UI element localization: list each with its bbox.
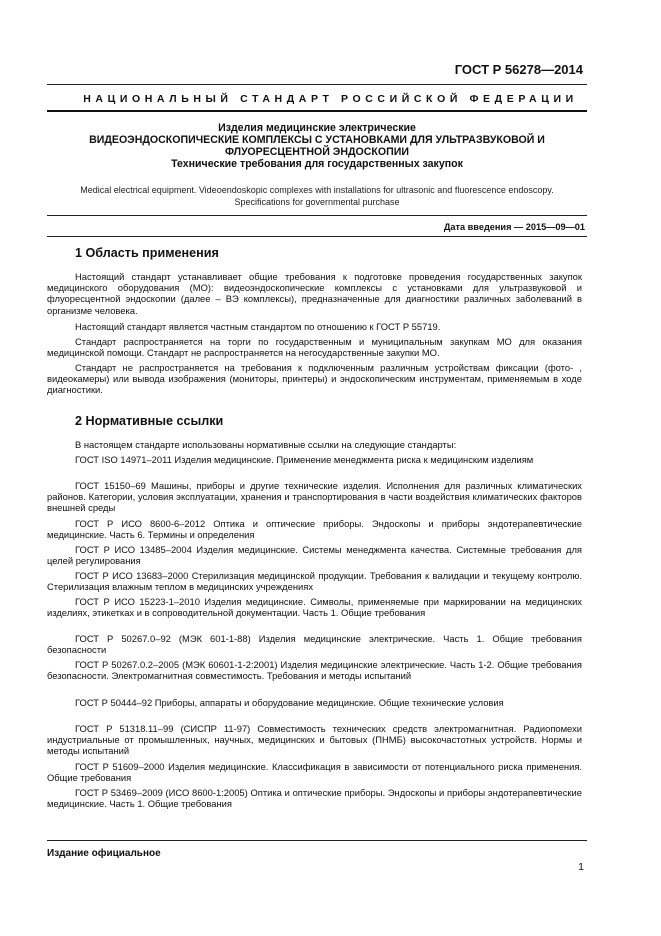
title-en-line-1: Medical electrical equipment. Videoendoskopic complexes with installations for ultrasonic and fluorescence endoscopy. (80, 185, 554, 195)
title-line-2: ВИДЕОЭНДОСКОПИЧЕСКИЕ КОМПЛЕКСЫ С УСТАНОВКАМИ ДЛЯ УЛЬТРАЗВУКОВОЙ И (89, 134, 545, 146)
section-1-heading: 1 Область применения (75, 246, 219, 260)
national-standard-banner: НАЦИОНАЛЬНЫЙ СТАНДАРТ РОССИЙСКОЙ ФЕДЕРАЦИИ (83, 93, 578, 105)
page-number: 1 (578, 861, 584, 873)
section-2-paragraph: В настоящем стандарте использованы нормативные ссылки на следующие стандарты: (75, 439, 457, 450)
section-2-paragraph: ГОСТ 15150–69 Машины, приборы и другие технические изделия. Исполнения для различных климатических районов. Категории, условия эксплуатации, хранения и транспортирования в части воздействия климатических факторов внешней среды (47, 480, 582, 514)
section-2-paragraph: ГОСТ Р ИСО 13485–2004 Изделия медицинские. Системы менеджмента качества. Системные требования для целей регулирования (47, 544, 582, 567)
title-english (47, 184, 587, 208)
title-en-line-2: Specifications for governmental purchase (234, 197, 400, 207)
date-divider-bottom (47, 236, 587, 237)
section-1-paragraph: Стандарт не распространяется на требования к подключенным различным устройствам фиксации (фото- , видеокамеры) или вывода изображения (мониторы, принтеры) и эндоскопическим инструментам, применяемым в ходе диагностики. (47, 362, 582, 396)
section-2-paragraph: ГОСТ Р 50267.0–92 (МЭК 601-1-88) Изделия медицинские электрические. Часть 1. Общие требования безопасности (47, 633, 582, 656)
official-edition-label: Издание официальное (47, 848, 161, 859)
date-divider-top (47, 215, 587, 216)
section-2-paragraph: ГОСТ Р 53469–2009 (ИСО 8600-1:2005) Оптика и оптические приборы. Эндоскопы и приборы эндотерапевтические медицинские. Часть 1. Общие требования (47, 787, 582, 810)
title-line-3: ФЛУОРЕСЦЕНТНОЙ ЭНДОСКОПИИ (225, 146, 409, 158)
section-2-paragraph: ГОСТ ISO 14971–2011 Изделия медицинские. Применение менеджмента риска к медицинским изделиям (75, 454, 534, 465)
section-2-paragraph: ГОСТ Р 50444–92 Приборы, аппараты и оборудование медицинские. Общие технические условия (75, 697, 504, 708)
section-2-heading: 2 Нормативные ссылки (75, 414, 224, 428)
section-2-paragraph: ГОСТ Р 51318.11–99 (СИСПР 11-97) Совместимость технических средств электромагнитная. Радиопомехи индустриальные от промышленных, научных, медицинских и бытовых (ПНМБ) высокочастотных устройств. Нормы и методы испытаний (47, 723, 582, 757)
title-line-1: Изделия медицинские электрические (218, 122, 416, 134)
header-divider-bottom (47, 110, 587, 112)
section-1-paragraph: Настоящий стандарт является частным стандартом по отношению к ГОСТ Р 55719. (75, 321, 441, 332)
section-2-paragraph: ГОСТ Р ИСО 8600-6–2012 Оптика и оптические приборы. Эндоскопы и приборы эндотерапевтические медицинские. Часть 6. Термины и определения (47, 518, 582, 541)
gost-number: ГОСТ Р 56278—2014 (454, 62, 583, 77)
section-1-paragraph: Настоящий стандарт устанавливает общие требования к подготовке проведения государственных закупок медицинского оборудования (МО): видеоэндоскопические комплексы с установками для ультразвуковой и флуоресцентной эндоскопии (далее – ВЭ комплексы), предназначенные для диагностики различных заболеваний в организме человека. (47, 271, 582, 316)
title-line-4: Технические требования для государственных закупок (171, 158, 463, 170)
footer-divider (47, 840, 587, 841)
header-divider-top (47, 84, 587, 85)
section-2-paragraph: ГОСТ Р 51609–2000 Изделия медицинские. Классификация в зависимости от потенциального риска применения. Общие требования (47, 761, 582, 784)
title-block (47, 122, 587, 170)
section-2-paragraph: ГОСТ Р ИСО 13683–2000 Стерилизация медицинской продукции. Требования к валидации и текущему контролю. Стерилизация влажным теплом в медицинских учреждениях (47, 570, 582, 593)
section-2-paragraph: ГОСТ Р ИСО 15223-1–2010 Изделия медицинские. Символы, применяемые при маркировании на медицинских изделиях, этикетках и в сопроводительной документации. Часть 1. Общие требования (47, 596, 582, 619)
section-2-paragraph: ГОСТ Р 50267.0.2–2005 (МЭК 60601-1-2:2001) Изделия медицинские электрические. Часть 1-2. Общие требования безопасности. Электромагнитная совместимость. Требования и методы испытаний (47, 659, 582, 682)
introduction-date: Дата введения — 2015—09—01 (443, 222, 585, 232)
section-1-paragraph: Стандарт распространяется на торги по государственным и муниципальным закупкам МО для оказания медицинской помощи. Стандарт не распространяется на негосударственные закупки МО. (47, 336, 582, 359)
